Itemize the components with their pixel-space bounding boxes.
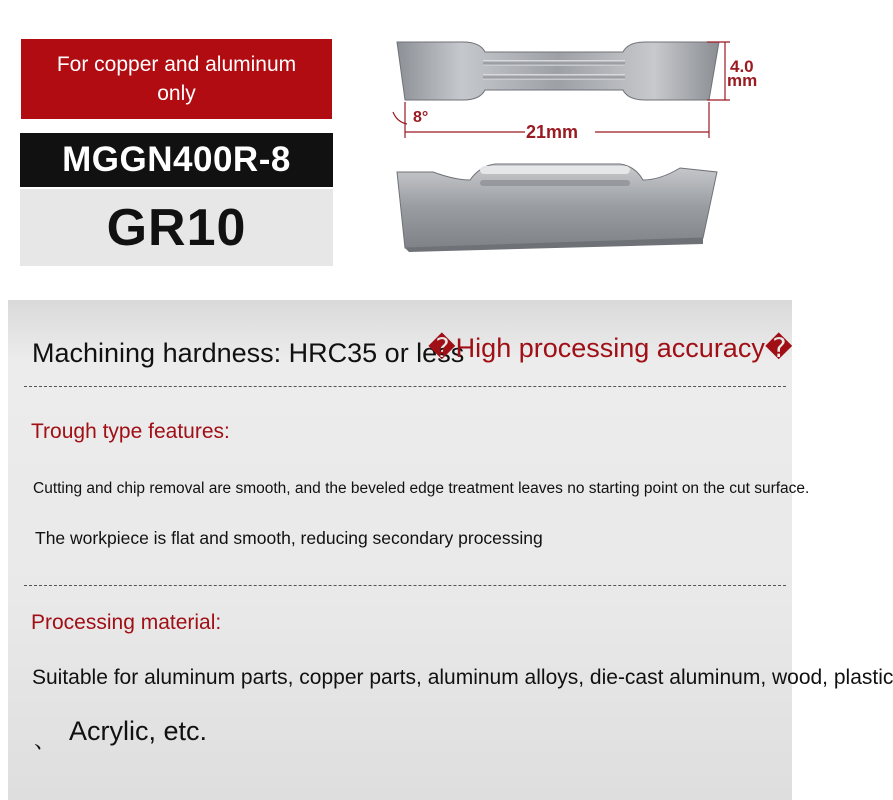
material-last-text: Acrylic, etc. [69,716,208,746]
height-unit: mm [727,71,758,90]
divider-top [24,386,786,387]
material-note-text: For copper and aluminum only [56,53,297,105]
material-list-text: Suitable for aluminum parts, copper parts, aluminum alloys, die-cast aluminum, wood, plastic [32,666,893,689]
product-header [0,0,800,290]
trough-feature-line-1: Cutting and chip removal are smooth, and the beveled edge treatment leaves no starting point on the cut surface. [33,480,810,497]
insert-3d-view [397,164,717,252]
specs-panel [8,300,893,800]
divider-middle [24,585,786,586]
hardness-text: Machining hardness: HRC35 or less [32,338,465,368]
material-note-banner [21,39,332,119]
list-mark: 、 [34,728,57,753]
model-number: MGGN400R-8 [62,140,291,179]
angle-label: 8° [413,109,429,126]
length-label: 21mm [526,122,579,142]
insert-diagram [385,30,785,260]
trough-features-title: Trough type features: [31,420,230,443]
height-value: 4.0 [730,57,754,76]
insert-top-view [397,42,719,100]
accuracy-text: �High processing accuracy� [428,333,793,363]
grade-banner [20,189,333,266]
processing-material-title: Processing material: [31,611,222,634]
trough-feature-line-2: The workpiece is flat and smooth, reducing secondary processing [35,528,543,548]
grade-code: GR10 [106,198,247,257]
model-number-banner [20,133,333,187]
